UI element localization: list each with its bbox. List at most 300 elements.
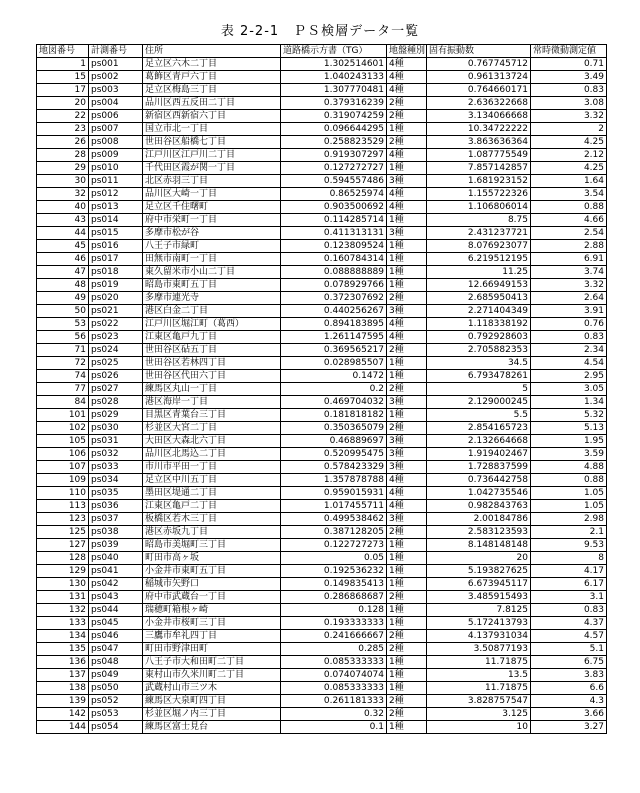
map-number-cell: 56 [37, 331, 89, 344]
column-header: 住所 [143, 45, 281, 58]
ground-type-cell: 2種 [387, 383, 427, 396]
ground-type-cell: 4種 [387, 149, 427, 162]
microtremor-value-cell: 6.91 [531, 253, 607, 266]
tg-value-cell: 0.32 [281, 708, 387, 721]
tg-value-cell: 0.379316239 [281, 97, 387, 110]
ground-type-cell: 4種 [387, 500, 427, 513]
table-row [37, 526, 607, 539]
microtremor-value-cell: 5.32 [531, 409, 607, 422]
map-number-cell: 131 [37, 591, 89, 604]
natural-frequency-cell: 3.485915493 [427, 591, 531, 604]
table-row [37, 279, 607, 292]
measure-id-cell: ps036 [89, 500, 143, 513]
natural-frequency-cell: 1.118338192 [427, 318, 531, 331]
table-row [37, 214, 607, 227]
measure-id-cell: ps023 [89, 331, 143, 344]
microtremor-value-cell: 3.83 [531, 669, 607, 682]
address-cell: 北区赤羽三丁目 [143, 175, 281, 188]
measure-id-cell: ps010 [89, 162, 143, 175]
address-cell: 目黒区青葉台三丁目 [143, 409, 281, 422]
tg-value-cell: 0.350365079 [281, 422, 387, 435]
table-row [37, 422, 607, 435]
natural-frequency-cell: 6.673945117 [427, 578, 531, 591]
table-row [37, 409, 607, 422]
natural-frequency-cell: 3.125 [427, 708, 531, 721]
column-header: 道路橋示方書（TG） [281, 45, 387, 58]
microtremor-value-cell: 3.49 [531, 71, 607, 84]
ps-logging-table [36, 44, 607, 734]
natural-frequency-cell: 6.219512195 [427, 253, 531, 266]
ground-type-cell: 2種 [387, 591, 427, 604]
measure-id-cell: ps031 [89, 435, 143, 448]
address-cell: 府中市栄町一丁目 [143, 214, 281, 227]
ground-type-cell: 1種 [387, 357, 427, 370]
measure-id-cell: ps043 [89, 591, 143, 604]
microtremor-value-cell: 4.66 [531, 214, 607, 227]
map-number-cell: 106 [37, 448, 89, 461]
microtremor-value-cell: 4.88 [531, 461, 607, 474]
microtremor-value-cell: 1.95 [531, 435, 607, 448]
tg-value-cell: 0.074074074 [281, 669, 387, 682]
measure-id-cell: ps044 [89, 604, 143, 617]
map-number-cell: 15 [37, 71, 89, 84]
map-number-cell: 50 [37, 305, 89, 318]
tg-value-cell: 0.86525974 [281, 188, 387, 201]
map-number-cell: 107 [37, 461, 89, 474]
measure-id-cell: ps032 [89, 448, 143, 461]
tg-value-cell: 0.372307692 [281, 292, 387, 305]
natural-frequency-cell: 0.736442758 [427, 474, 531, 487]
address-cell: 葛飾区青戸六丁目 [143, 71, 281, 84]
microtremor-value-cell: 5.13 [531, 422, 607, 435]
map-number-cell: 129 [37, 565, 89, 578]
map-number-cell: 17 [37, 84, 89, 97]
measure-id-cell: ps033 [89, 461, 143, 474]
measure-id-cell: ps027 [89, 383, 143, 396]
microtremor-value-cell: 1.05 [531, 500, 607, 513]
microtremor-value-cell: 3.32 [531, 110, 607, 123]
map-number-cell: 134 [37, 630, 89, 643]
map-number-cell: 48 [37, 279, 89, 292]
measure-id-cell: ps004 [89, 97, 143, 110]
ground-type-cell: 1種 [387, 266, 427, 279]
measure-id-cell: ps024 [89, 344, 143, 357]
microtremor-value-cell: 8 [531, 552, 607, 565]
microtremor-value-cell: 2.64 [531, 292, 607, 305]
measure-id-cell: ps045 [89, 617, 143, 630]
address-cell: 三鷹市牟礼四丁目 [143, 630, 281, 643]
measure-id-cell: ps008 [89, 136, 143, 149]
natural-frequency-cell: 1.681923152 [427, 175, 531, 188]
table-row [37, 630, 607, 643]
tg-value-cell: 0.192536232 [281, 565, 387, 578]
table-row [37, 396, 607, 409]
ground-type-cell: 2種 [387, 136, 427, 149]
map-number-cell: 135 [37, 643, 89, 656]
tg-value-cell: 0.894183895 [281, 318, 387, 331]
measure-id-cell: ps006 [89, 110, 143, 123]
measure-id-cell: ps041 [89, 565, 143, 578]
address-cell: 田無市南町一丁目 [143, 253, 281, 266]
ground-type-cell: 1種 [387, 253, 427, 266]
microtremor-value-cell: 0.76 [531, 318, 607, 331]
measure-id-cell: ps046 [89, 630, 143, 643]
measure-id-cell: ps038 [89, 526, 143, 539]
column-header: 常時微動測定値 [531, 45, 607, 58]
ground-type-cell: 1種 [387, 552, 427, 565]
ground-type-cell: 1種 [387, 682, 427, 695]
tg-value-cell: 0.193333333 [281, 617, 387, 630]
address-cell: 江戸川区江戸川二丁目 [143, 149, 281, 162]
ground-type-cell: 4種 [387, 331, 427, 344]
map-number-cell: 22 [37, 110, 89, 123]
microtremor-value-cell: 6.17 [531, 578, 607, 591]
map-number-cell: 102 [37, 422, 89, 435]
natural-frequency-cell: 2.00184786 [427, 513, 531, 526]
measure-id-cell: ps022 [89, 318, 143, 331]
microtremor-value-cell: 4.25 [531, 136, 607, 149]
natural-frequency-cell: 1.087775549 [427, 149, 531, 162]
measure-id-cell: ps007 [89, 123, 143, 136]
tg-value-cell: 0.127272727 [281, 162, 387, 175]
table-row [37, 617, 607, 630]
measure-id-cell: ps009 [89, 149, 143, 162]
address-cell: 千代田区霞が関一丁目 [143, 162, 281, 175]
table-row [37, 84, 607, 97]
ground-type-cell: 1種 [387, 721, 427, 734]
tg-value-cell: 0.46889697 [281, 435, 387, 448]
address-cell: 大田区大森北六丁目 [143, 435, 281, 448]
natural-frequency-cell: 2.431237721 [427, 227, 531, 240]
natural-frequency-cell: 13.5 [427, 669, 531, 682]
table-row [37, 136, 607, 149]
ground-type-cell: 2種 [387, 344, 427, 357]
natural-frequency-cell: 2.271404349 [427, 305, 531, 318]
tg-value-cell: 0.1472 [281, 370, 387, 383]
map-number-cell: 71 [37, 344, 89, 357]
ground-type-cell: 3種 [387, 396, 427, 409]
natural-frequency-cell: 1.106806014 [427, 201, 531, 214]
microtremor-value-cell: 0.83 [531, 84, 607, 97]
tg-value-cell: 0.286868687 [281, 591, 387, 604]
tg-value-cell: 0.2 [281, 383, 387, 396]
map-number-cell: 45 [37, 240, 89, 253]
address-cell: 品川区西五反田二丁目 [143, 97, 281, 110]
table-row [37, 58, 607, 71]
address-cell: 稲城市矢野口 [143, 578, 281, 591]
address-cell: 練馬区丸山一丁目 [143, 383, 281, 396]
microtremor-value-cell: 0.88 [531, 201, 607, 214]
map-number-cell: 43 [37, 214, 89, 227]
address-cell: 杉並区大宮二丁目 [143, 422, 281, 435]
table-row [37, 578, 607, 591]
tg-value-cell: 1.302514601 [281, 58, 387, 71]
tg-value-cell: 0.258823529 [281, 136, 387, 149]
table-header-row [37, 45, 607, 58]
microtremor-value-cell: 0.88 [531, 474, 607, 487]
map-number-cell: 47 [37, 266, 89, 279]
table-row [37, 370, 607, 383]
natural-frequency-cell: 2.685950413 [427, 292, 531, 305]
ground-type-cell: 1種 [387, 240, 427, 253]
natural-frequency-cell: 0.982843763 [427, 500, 531, 513]
address-cell: 昭島市東町五丁目 [143, 279, 281, 292]
measure-id-cell: ps049 [89, 669, 143, 682]
tg-value-cell: 1.261147595 [281, 331, 387, 344]
tg-value-cell: 0.085333333 [281, 682, 387, 695]
microtremor-value-cell: 3.91 [531, 305, 607, 318]
microtremor-value-cell: 3.08 [531, 97, 607, 110]
map-number-cell: 132 [37, 604, 89, 617]
ground-type-cell: 2種 [387, 695, 427, 708]
tg-value-cell: 0.387128205 [281, 526, 387, 539]
tg-value-cell: 0.369565217 [281, 344, 387, 357]
map-number-cell: 44 [37, 227, 89, 240]
measure-id-cell: ps015 [89, 227, 143, 240]
map-number-cell: 136 [37, 656, 89, 669]
map-number-cell: 29 [37, 162, 89, 175]
map-number-cell: 40 [37, 201, 89, 214]
natural-frequency-cell: 7.857142857 [427, 162, 531, 175]
address-cell: 町田市野津田町 [143, 643, 281, 656]
address-cell: 武蔵村山市三ツ木 [143, 682, 281, 695]
ground-type-cell: 2種 [387, 526, 427, 539]
ground-type-cell: 2種 [387, 97, 427, 110]
tg-value-cell: 0.520995475 [281, 448, 387, 461]
table-row [37, 682, 607, 695]
natural-frequency-cell: 3.828757547 [427, 695, 531, 708]
address-cell: 墨田区堤通二丁目 [143, 487, 281, 500]
address-cell: 新宿区西新宿六丁目 [143, 110, 281, 123]
microtremor-value-cell: 3.74 [531, 266, 607, 279]
map-number-cell: 125 [37, 526, 89, 539]
ground-type-cell: 3種 [387, 448, 427, 461]
table-row [37, 487, 607, 500]
microtremor-value-cell: 3.54 [531, 188, 607, 201]
tg-value-cell: 0.594557486 [281, 175, 387, 188]
ground-type-cell: 4種 [387, 201, 427, 214]
table-row [37, 240, 607, 253]
microtremor-value-cell: 3.59 [531, 448, 607, 461]
measure-id-cell: ps052 [89, 695, 143, 708]
table-row [37, 175, 607, 188]
tg-value-cell: 0.128 [281, 604, 387, 617]
natural-frequency-cell: 5.5 [427, 409, 531, 422]
tg-value-cell: 0.122727273 [281, 539, 387, 552]
map-number-cell: 128 [37, 552, 89, 565]
natural-frequency-cell: 7.8125 [427, 604, 531, 617]
microtremor-value-cell: 1.34 [531, 396, 607, 409]
microtremor-value-cell: 1.64 [531, 175, 607, 188]
measure-id-cell: ps013 [89, 201, 143, 214]
map-number-cell: 84 [37, 396, 89, 409]
measure-id-cell: ps001 [89, 58, 143, 71]
ground-type-cell: 1種 [387, 279, 427, 292]
natural-frequency-cell: 3.134066668 [427, 110, 531, 123]
ground-type-cell: 2種 [387, 708, 427, 721]
measure-id-cell: ps039 [89, 539, 143, 552]
address-cell: 足立区千住曙町 [143, 201, 281, 214]
tg-value-cell: 0.499538462 [281, 513, 387, 526]
ground-type-cell: 1種 [387, 539, 427, 552]
natural-frequency-cell: 34.5 [427, 357, 531, 370]
map-number-cell: 28 [37, 149, 89, 162]
natural-frequency-cell: 4.137931034 [427, 630, 531, 643]
tg-value-cell: 0.078929766 [281, 279, 387, 292]
microtremor-value-cell: 3.27 [531, 721, 607, 734]
map-number-cell: 1 [37, 58, 89, 71]
ground-type-cell: 2種 [387, 110, 427, 123]
measure-id-cell: ps017 [89, 253, 143, 266]
table-row [37, 292, 607, 305]
natural-frequency-cell: 5 [427, 383, 531, 396]
address-cell: 江東区亀戸九丁目 [143, 331, 281, 344]
table-row [37, 253, 607, 266]
measure-id-cell: ps020 [89, 292, 143, 305]
measure-id-cell: ps042 [89, 578, 143, 591]
tg-value-cell: 0.1 [281, 721, 387, 734]
natural-frequency-cell: 2.636322668 [427, 97, 531, 110]
map-number-cell: 23 [37, 123, 89, 136]
natural-frequency-cell: 1.042735546 [427, 487, 531, 500]
natural-frequency-cell: 0.764660171 [427, 84, 531, 97]
ground-type-cell: 1種 [387, 214, 427, 227]
natural-frequency-cell: 5.172413793 [427, 617, 531, 630]
natural-frequency-cell: 6.793478261 [427, 370, 531, 383]
table-row [37, 201, 607, 214]
tg-value-cell: 0.241666667 [281, 630, 387, 643]
address-cell: 港区赤坂九丁目 [143, 526, 281, 539]
natural-frequency-cell: 2.854165723 [427, 422, 531, 435]
table-row [37, 461, 607, 474]
natural-frequency-cell: 0.961313724 [427, 71, 531, 84]
microtremor-value-cell: 3.1 [531, 591, 607, 604]
table-row [37, 721, 607, 734]
ground-type-cell: 2種 [387, 643, 427, 656]
map-number-cell: 49 [37, 292, 89, 305]
microtremor-value-cell: 4.54 [531, 357, 607, 370]
measure-id-cell: ps054 [89, 721, 143, 734]
microtremor-value-cell: 2.12 [531, 149, 607, 162]
tg-value-cell: 0.578423329 [281, 461, 387, 474]
natural-frequency-cell: 3.50877193 [427, 643, 531, 656]
table-row [37, 513, 607, 526]
map-number-cell: 26 [37, 136, 89, 149]
address-cell: 八王子市大和田町二丁目 [143, 656, 281, 669]
address-cell: 世田谷区船橋七丁目 [143, 136, 281, 149]
ground-type-cell: 3種 [387, 227, 427, 240]
microtremor-value-cell: 6.75 [531, 656, 607, 669]
address-cell: 世田谷区代田六丁目 [143, 370, 281, 383]
natural-frequency-cell: 8.076923077 [427, 240, 531, 253]
natural-frequency-cell: 20 [427, 552, 531, 565]
microtremor-value-cell: 3.05 [531, 383, 607, 396]
table-row [37, 97, 607, 110]
natural-frequency-cell: 8.75 [427, 214, 531, 227]
table-row [37, 435, 607, 448]
measure-id-cell: ps003 [89, 84, 143, 97]
ground-type-cell: 1種 [387, 123, 427, 136]
tg-value-cell: 1.017455711 [281, 500, 387, 513]
microtremor-value-cell: 9.53 [531, 539, 607, 552]
natural-frequency-cell: 0.792928603 [427, 331, 531, 344]
ground-type-cell: 4種 [387, 188, 427, 201]
address-cell: 世田谷区砧五丁目 [143, 344, 281, 357]
natural-frequency-cell: 2.583123593 [427, 526, 531, 539]
natural-frequency-cell: 11.25 [427, 266, 531, 279]
address-cell: 世田谷区若林四丁目 [143, 357, 281, 370]
map-number-cell: 32 [37, 188, 89, 201]
tg-value-cell: 0.181818182 [281, 409, 387, 422]
address-cell: 多摩市連光寺 [143, 292, 281, 305]
natural-frequency-cell: 1.728837599 [427, 461, 531, 474]
ground-type-cell: 3種 [387, 435, 427, 448]
microtremor-value-cell: 3.32 [531, 279, 607, 292]
map-number-cell: 110 [37, 487, 89, 500]
measure-id-cell: ps050 [89, 682, 143, 695]
map-number-cell: 133 [37, 617, 89, 630]
natural-frequency-cell: 10 [427, 721, 531, 734]
tg-value-cell: 1.357878788 [281, 474, 387, 487]
address-cell: 港区白金二丁目 [143, 305, 281, 318]
table-row [37, 331, 607, 344]
ground-type-cell: 3種 [387, 513, 427, 526]
address-cell: 足立区梅島三丁目 [143, 84, 281, 97]
map-number-cell: 127 [37, 539, 89, 552]
ground-type-cell: 2種 [387, 630, 427, 643]
table-row [37, 643, 607, 656]
ground-type-cell: 1種 [387, 409, 427, 422]
address-cell: 江東区亀戸二丁目 [143, 500, 281, 513]
measure-id-cell: ps053 [89, 708, 143, 721]
natural-frequency-cell: 2.705882353 [427, 344, 531, 357]
natural-frequency-cell: 10.34722222 [427, 123, 531, 136]
table-row [37, 110, 607, 123]
column-header: 地図番号 [37, 45, 89, 58]
map-number-cell: 130 [37, 578, 89, 591]
tg-value-cell: 0.919307297 [281, 149, 387, 162]
address-cell: 小金井市東町五丁目 [143, 565, 281, 578]
microtremor-value-cell: 0.71 [531, 58, 607, 71]
ground-type-cell: 1種 [387, 565, 427, 578]
map-number-cell: 142 [37, 708, 89, 721]
table-row [37, 604, 607, 617]
ground-type-cell: 4種 [387, 474, 427, 487]
table-row [37, 383, 607, 396]
address-cell: 港区海岸一丁目 [143, 396, 281, 409]
microtremor-value-cell: 6.6 [531, 682, 607, 695]
address-cell: 板橋区若木三丁目 [143, 513, 281, 526]
table-row [37, 552, 607, 565]
ground-type-cell: 1種 [387, 578, 427, 591]
address-cell: 品川区大崎一丁目 [143, 188, 281, 201]
measure-id-cell: ps021 [89, 305, 143, 318]
natural-frequency-cell: 8.148148148 [427, 539, 531, 552]
tg-value-cell: 0.085333333 [281, 656, 387, 669]
ground-type-cell: 1種 [387, 162, 427, 175]
natural-frequency-cell: 3.863636364 [427, 136, 531, 149]
measure-id-cell: ps037 [89, 513, 143, 526]
measure-id-cell: ps028 [89, 396, 143, 409]
measure-id-cell: ps002 [89, 71, 143, 84]
ground-type-cell: 1種 [387, 669, 427, 682]
map-number-cell: 113 [37, 500, 89, 513]
table-row [37, 344, 607, 357]
natural-frequency-cell: 5.193827625 [427, 565, 531, 578]
map-number-cell: 30 [37, 175, 89, 188]
table-row [37, 188, 607, 201]
table-row [37, 565, 607, 578]
